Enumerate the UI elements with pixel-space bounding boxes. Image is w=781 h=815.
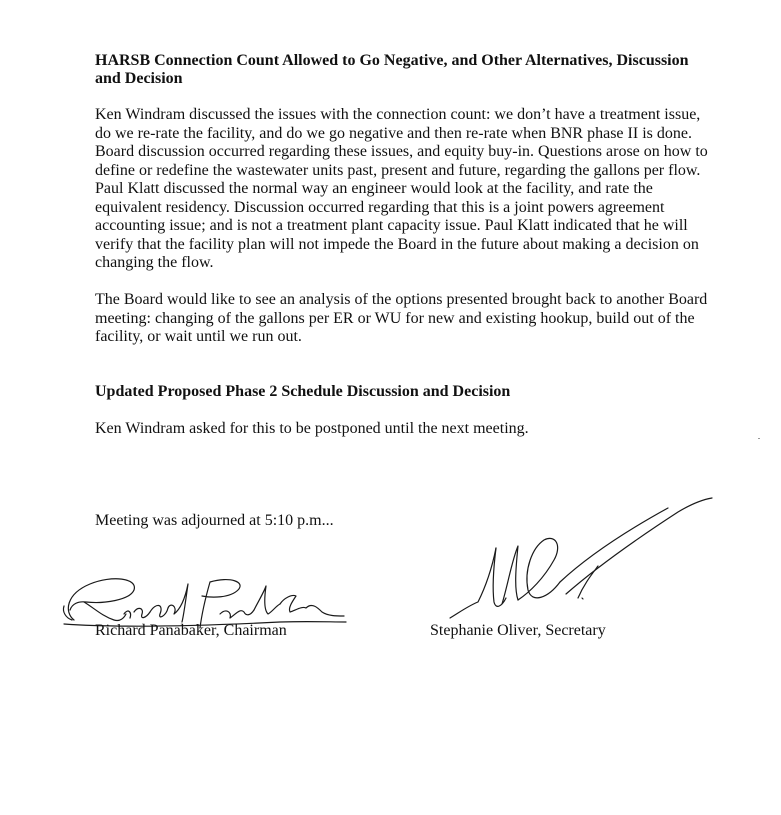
section-paragraph-discussion xyxy=(95,106,717,273)
adjournment-text: Meeting was adjourned at 5:10 p.m... xyxy=(95,512,334,529)
paragraph-text: Ken Windram asked for this to be postponed until the next meeting. xyxy=(95,420,529,437)
signature-stephanie-oliver xyxy=(448,494,718,624)
signature-caption-secretary: Stephanie Oliver, Secretary xyxy=(430,622,606,639)
signature-caption-chairman: Richard Panabaker, Chairman xyxy=(95,622,287,639)
section-title: Updated Proposed Phase 2 Schedule Discussion and Decision xyxy=(95,383,511,400)
section-heading-harsb-connection-count xyxy=(95,52,705,88)
paragraph-text: Ken Windram discussed the issues with the connection count: we don’t have a treatment issue, do we re-rate the facility, and do we go negative and then re-rate when BNR phase II is done. Board discussion occurred regarding these issues, and equity buy-in. Questions arose on how to define or redefine the wastewater units past, present and future, regarding the gallons per flow. Paul Klatt discussed the normal way an engineer would look at the facility, and rate the equivalent residency. Discussion occurred regarding that this is a joint powers agreement accounting issue; and is not a treatment plant capacity issue. Paul Klatt indicated that he will verify that the facility plan will not impede the Board in the future about making a decision on changing the flow. xyxy=(95,106,708,271)
paragraph-text: The Board would like to see an analysis of the options presented brought back to another Board meeting: changing of the gallons per ER or WU for new and existing hookup, build out of the facility, or wait until we run out. xyxy=(95,291,708,345)
section-paragraph-board-request xyxy=(95,291,717,347)
section-heading-phase2-schedule xyxy=(95,383,725,401)
speck-mark xyxy=(758,438,760,439)
section-paragraph-postponed xyxy=(95,420,725,439)
section-title: HARSB Connection Count Allowed to Go Negative, and Other Alternatives, Discussion and Decision xyxy=(95,52,689,87)
